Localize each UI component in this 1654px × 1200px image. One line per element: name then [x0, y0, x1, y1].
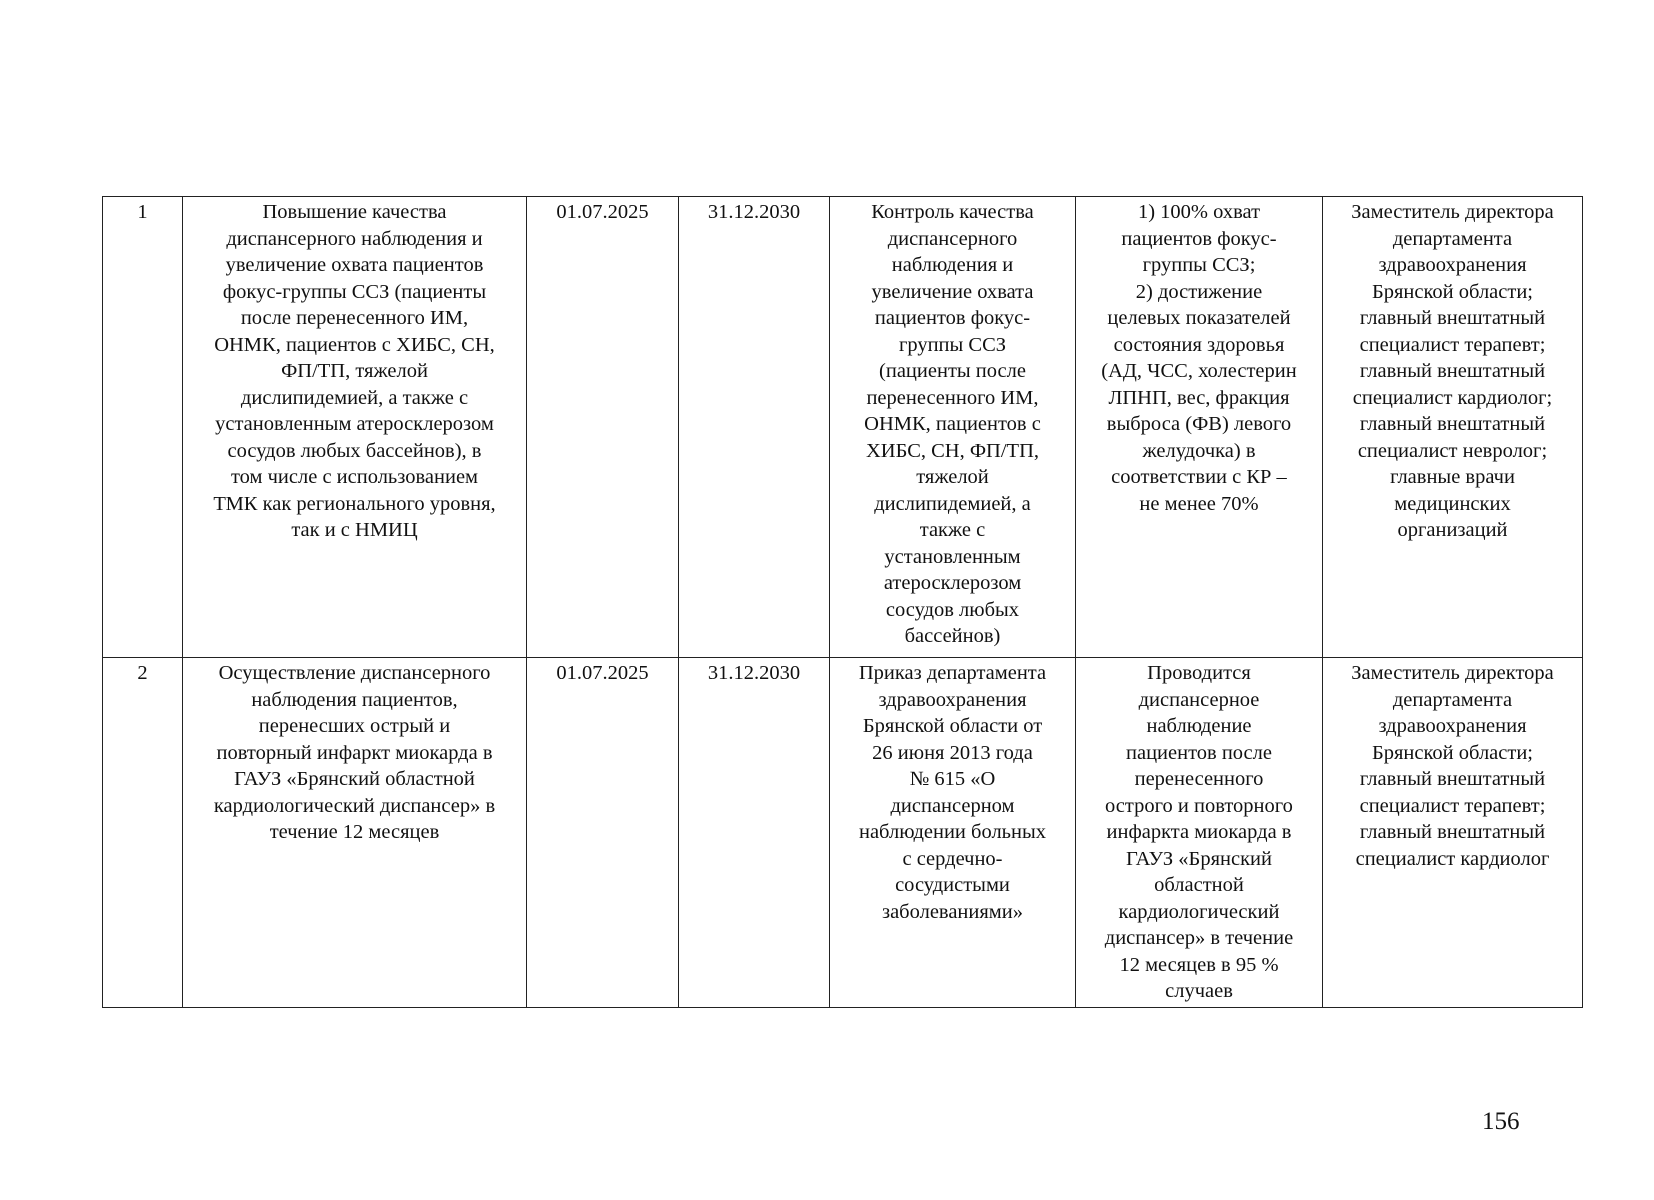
row-number-cell: 2	[103, 658, 183, 1008]
start-date-cell: 01.07.2025	[527, 197, 679, 658]
row-number-cell: 1	[103, 197, 183, 658]
result-cell: Проводится диспансерное наблюдение пациентов после перенесенного острого и повторного инфаркта миокарда в ГАУЗ «Брянский областной кардиологический диспансер» в течение 12 месяцев в 95 % случаев	[1076, 658, 1323, 1008]
page-number: 156	[1482, 1108, 1520, 1135]
event-cell: Повышение качества диспансерного наблюдения и увеличение охвата пациентов фокус-группы ССЗ (пациенты после перенесенного ИМ, ОНМК, пациентов с ХИБС, СН, ФП/ТП, тяжелой дислипидемией, а также с установленным атеросклерозом сосудов любых бассейнов), в том числе с использованием ТМК как регионального уровня, так и с НМИЦ	[183, 197, 527, 658]
responsible-cell: Заместитель директора департамента здравоохранения Брянской области; главный внештатный специалист терапевт; главный внештатный специалист кардиолог; главный внештатный специалист невролог; главные врачи медицинских организаций	[1323, 197, 1583, 658]
end-date-cell: 31.12.2030	[679, 197, 830, 658]
table-row	[103, 197, 1583, 658]
responsible-cell: Заместитель директора департамента здравоохранения Брянской области; главный внештатный специалист терапевт; главный внештатный специалист кардиолог	[1323, 658, 1583, 1008]
basis-cell: Контроль качества диспансерного наблюдения и увеличение охвата пациентов фокус- группы ССЗ (пациенты после перенесенного ИМ, ОНМК, пациентов с ХИБС, СН, ФП/ТП, тяжелой дислипидемией, а также с установленным атеросклерозом сосудов любых бассейнов)	[830, 197, 1076, 658]
table-row	[103, 658, 1583, 1008]
start-date-cell: 01.07.2025	[527, 658, 679, 1008]
basis-cell: Приказ департамента здравоохранения Брянской области от 26 июня 2013 года № 615 «О диспансерном наблюдении больных с сердечно- сосудистыми заболеваниями»	[830, 658, 1076, 1008]
plan-table	[102, 196, 1583, 1008]
event-cell: Осуществление диспансерного наблюдения пациентов, перенесших острый и повторный инфаркт миокарда в ГАУЗ «Брянский областной кардиологический диспансер» в течение 12 месяцев	[183, 658, 527, 1008]
result-cell: 1) 100% охват пациентов фокус- группы ССЗ; 2) достижение целевых показателей состояния здоровья (АД, ЧСС, холестерин ЛПНП, вес, фракция выброса (ФВ) левого желудочка) в соответствии с КР – не менее 70%	[1076, 197, 1323, 658]
end-date-cell: 31.12.2030	[679, 658, 830, 1008]
